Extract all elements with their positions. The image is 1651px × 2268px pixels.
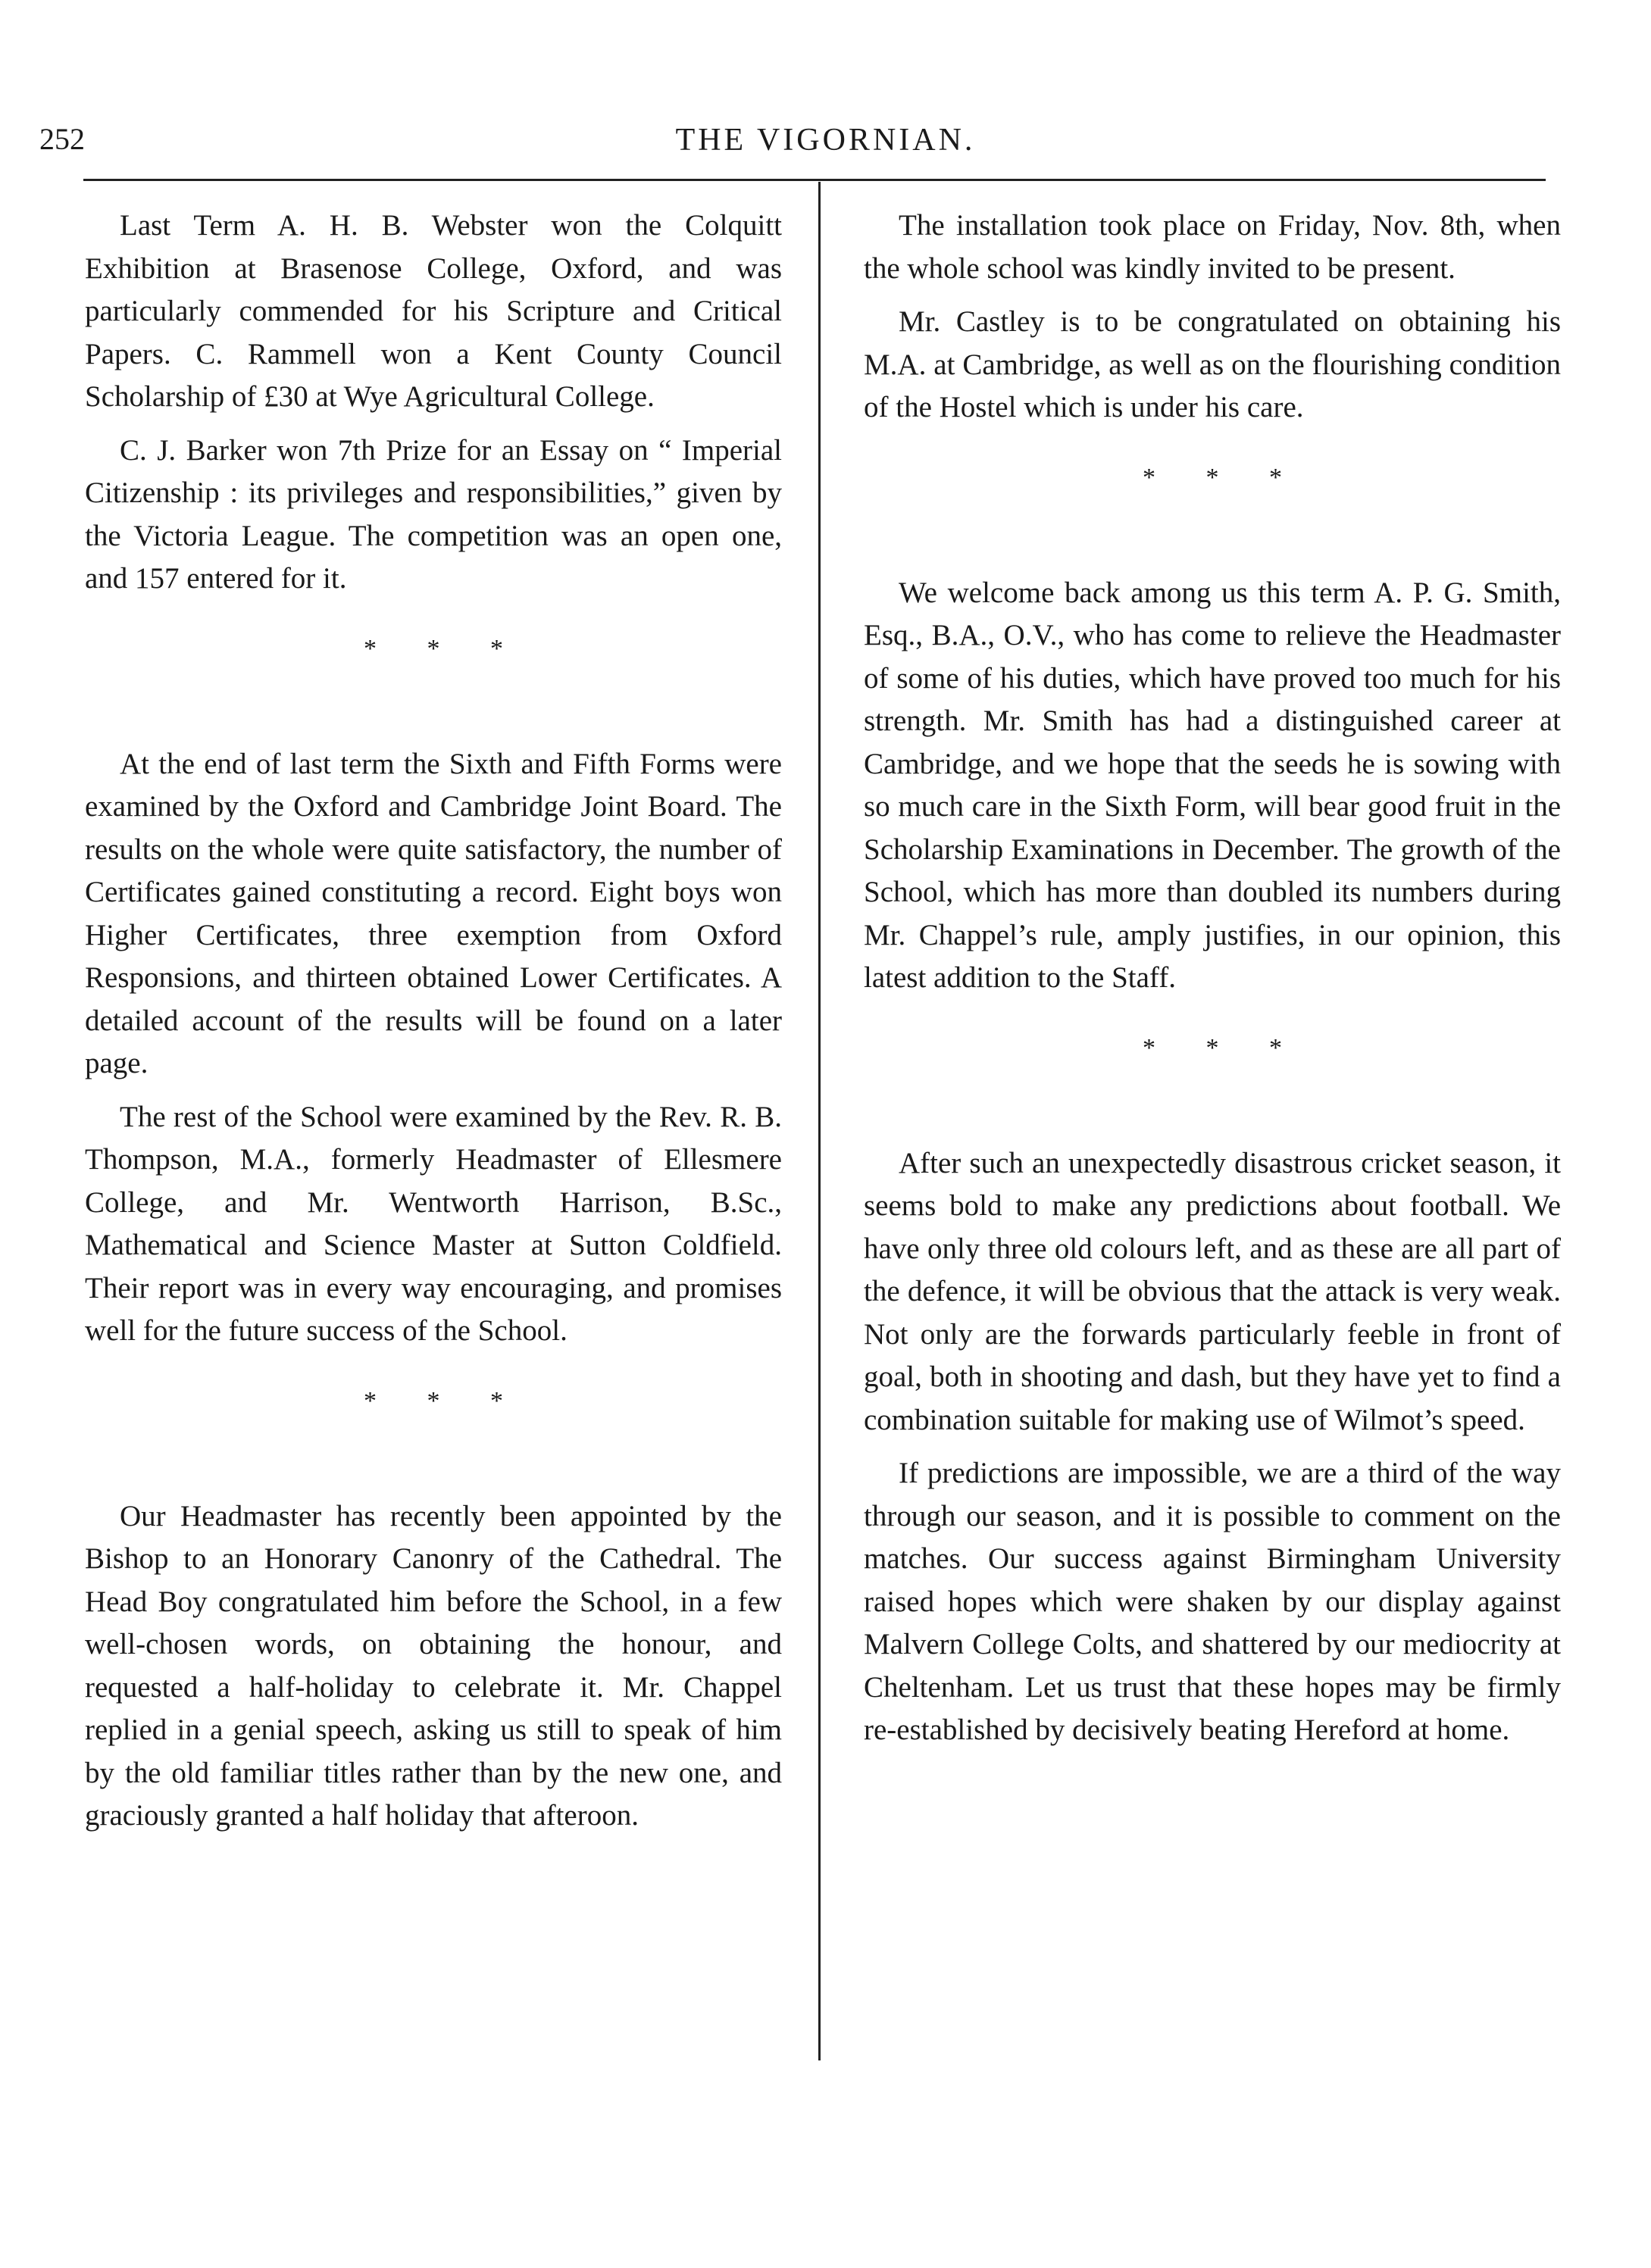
paragraph-smith-welcome: We welcome back among us this term A. P. G. Smith, Esq., B.A., O.V., who has come to relieve the Headmaster of some of his duties, which have proved too much for his strength. Mr. Smith has had a distinguished career at Cambridge, and we hope that the seeds he is sowing with so much care in the Sixth Form, will bear good fruit in the Scholarship Examinations in December. The growth of the School, which has more than doubled its numbers during Mr. Chappel’s rule, amply justifies, in our opinion, this latest addition to the Staff.: [864, 576, 1561, 994]
paragraph-football-predictions: After such an unexpectedly disastrous cricket season, it seems bold to make any predictions about football. We have only three old colours left, and as these are all part of the defence, it will be obvious that the attack is very weak. Not only are the forwards particularly feeble in front of goal, both in shooting and dash, but they have yet to find a combination suitable for making use of Wilmot’s speed.: [864, 1146, 1561, 1436]
paragraph-football-matches: If predictions are impossible, we are a third of the way through our season, and it is possible to comment on the matches. Our success against Birmingham University raised hopes which were shaken by our display against Malvern College Colts, and shattered by our mediocrity at Cheltenham. Let us trust that these hopes may be firmly re-established by decisively beating Hereford at home.: [864, 1457, 1561, 1746]
section-separator: * * *: [1143, 463, 1282, 492]
left-column: [85, 205, 782, 1848]
header-rule: [83, 179, 1546, 181]
right-column: [864, 205, 1561, 1763]
paragraph-webster-exhibition: Last Term A. H. B. Webster won the Colquitt Exhibition at Brasenose College, Oxford, and was particularly commended for his Scripture and Critical Papers. C. Rammell won a Kent County Council Scholarship of £30 at Wye Agricultural College.: [85, 209, 782, 413]
paragraph-joint-board-results: At the end of last term the Sixth and Fifth Forms were examined by the Oxford and Cambridge Joint Board. The results on the whole were quite satisfactory, the number of Certificates gained constituting a record. Eight boys won Higher Certificates, three exemption from Oxford Responsions, and thirteen obtained Lower Certificates. A detailed account of the results will be found on a later page.: [85, 747, 782, 1079]
running-title: THE VIGORNIAN.: [675, 123, 976, 158]
paragraph-castley-ma: Mr. Castley is to be congratulated on obtaining his M.A. at Cambridge, as well as on the flourishing condition of the Hostel which is under his care.: [864, 305, 1561, 423]
paragraph-headmaster-canonry: Our Headmaster has recently been appointed by the Bishop to an Honorary Canonry of the Cathedral. The Head Boy congratulated him before the School, in a few well-chosen words, on obtaining the honour, and requested a half-holiday to celebrate it. Mr. Chappel replied in a genial speech, asking us still to speak of him by the old familiar titles rather than by the new one, and graciously granted a half holiday that afteroon.: [85, 1499, 782, 1832]
section-separator: * * *: [1143, 1033, 1282, 1062]
paragraph-school-examination: The rest of the School were examined by the Rev. R. B. Thompson, M.A., formerly Headmaster of Ellesmere College, and Mr. Wentworth Harrison, B.Sc., Mathematical and Science Master at Sutton Coldfield. Their report was in every way encouraging, and promises well for the future success of the School.: [85, 1100, 782, 1347]
section-separator: * * *: [364, 634, 503, 663]
section-separator: * * *: [364, 1386, 503, 1415]
paragraph-barker-essay-prize: C. J. Barker won 7th Prize for an Essay on “ Imperial Citizenship : its privileges and responsibilities,” given by the Victoria League. The competition was an open one, and 157 entered for it.: [85, 433, 782, 595]
page-number: 252: [39, 122, 85, 156]
paragraph-installation: The installation took place on Friday, Nov. 8th, when the whole school was kindly invited to be present.: [864, 209, 1561, 285]
column-divider: [818, 182, 821, 2060]
